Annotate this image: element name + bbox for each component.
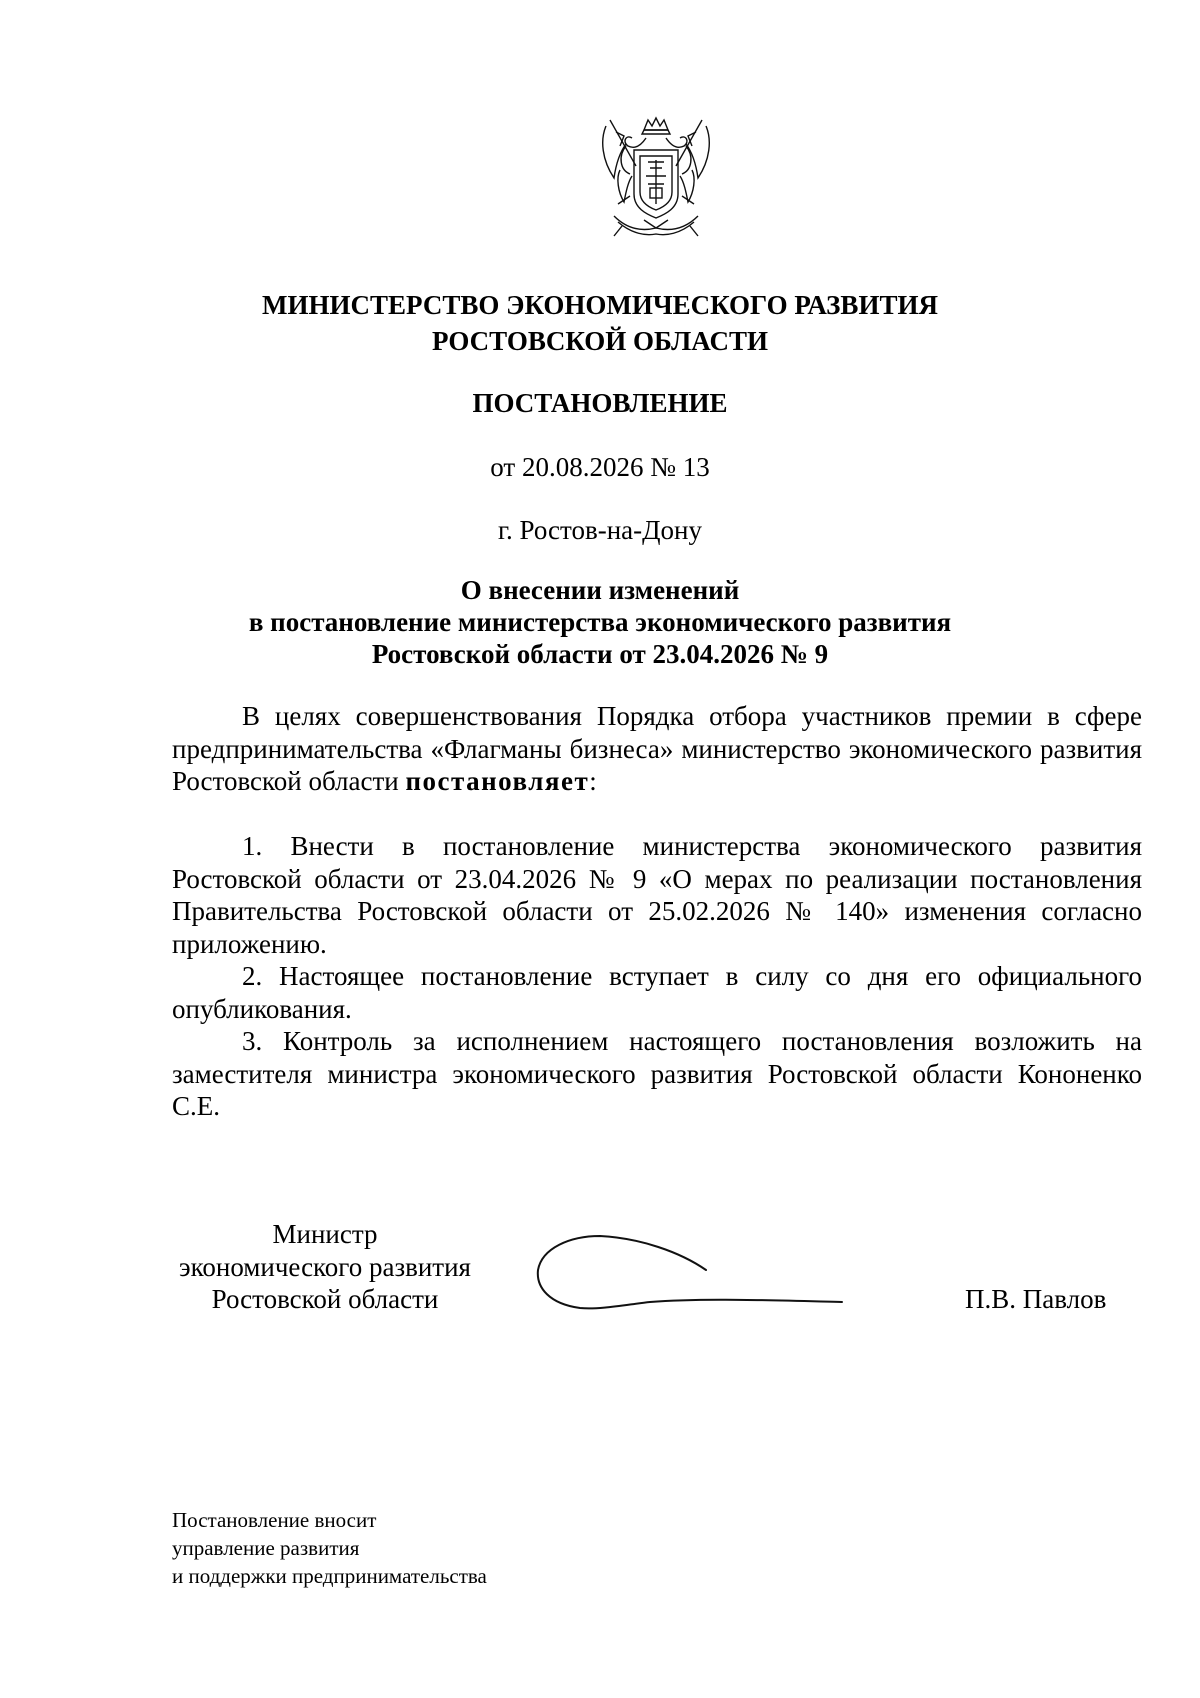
footer-line-1: Постановление вносит — [172, 1508, 377, 1532]
signatory-title-line-2: экономического развития — [179, 1251, 471, 1282]
city: г. Ростов-на-Дону — [497, 515, 702, 545]
preamble-keyword: постановляет — [405, 766, 590, 796]
decree-item-3: 3. Контроль за исполнением настоящего постановления возложить на заместителя министра экономического развития Ростовской области Кононенко С.Е. — [172, 1026, 1142, 1121]
subject-line-1: О внесении изменений — [460, 575, 740, 605]
signatory-name: П.В. Павлов — [965, 1284, 1107, 1314]
handwritten-signature — [530, 1228, 850, 1318]
document-type: ПОСТАНОВЛЕНИЕ — [472, 388, 728, 418]
ministry-line-2: РОСТОВСКОЙ ОБЛАСТИ — [432, 326, 768, 356]
preamble — [172, 700, 1142, 798]
ministry-line-1: МИНИСТЕРСТВО ЭКОНОМИЧЕСКОГО РАЗВИТИЯ — [262, 290, 938, 320]
decree-item-2: 2. Настоящее постановление вступает в силу со дня его официального опубликования. — [172, 961, 1142, 1024]
signatory-title — [160, 1218, 490, 1316]
subject-line-2: в постановление министерства экономического развития — [248, 607, 952, 637]
preamble-tail: : — [589, 766, 597, 796]
document-subject — [0, 574, 1200, 670]
preamble-text: В целях совершенствования Порядка отбора участников премии в сфере предпринимательства «Флагманы бизнеса» министерство экономического развития Ростовской области — [172, 701, 1142, 796]
decree-items — [172, 830, 1142, 1123]
signatory-title-line-3: Ростовской области — [211, 1284, 439, 1314]
coat-of-arms-icon — [596, 116, 716, 240]
footer-line-3: и поддержки предпринимательства — [172, 1564, 487, 1588]
footer-note — [172, 1506, 487, 1590]
footer-line-2: управление развития — [172, 1536, 360, 1560]
signatory-title-line-1: Министр — [272, 1219, 378, 1249]
decree-item-1: 1. Внести в постановление министерства экономического развития Ростовской области от 23.04.2026 № 9 «О мерах по реализации постановления Правительства Ростовской области от 25.02.2026 № 140» изменения согласно приложению. — [172, 831, 1142, 959]
ministry-name — [0, 287, 1200, 359]
subject-line-3: Ростовской области от 23.04.2026 № 9 — [371, 639, 829, 669]
date-and-number: от 20.08.2026 № 13 — [490, 452, 710, 482]
preamble-paragraph — [172, 700, 1142, 798]
